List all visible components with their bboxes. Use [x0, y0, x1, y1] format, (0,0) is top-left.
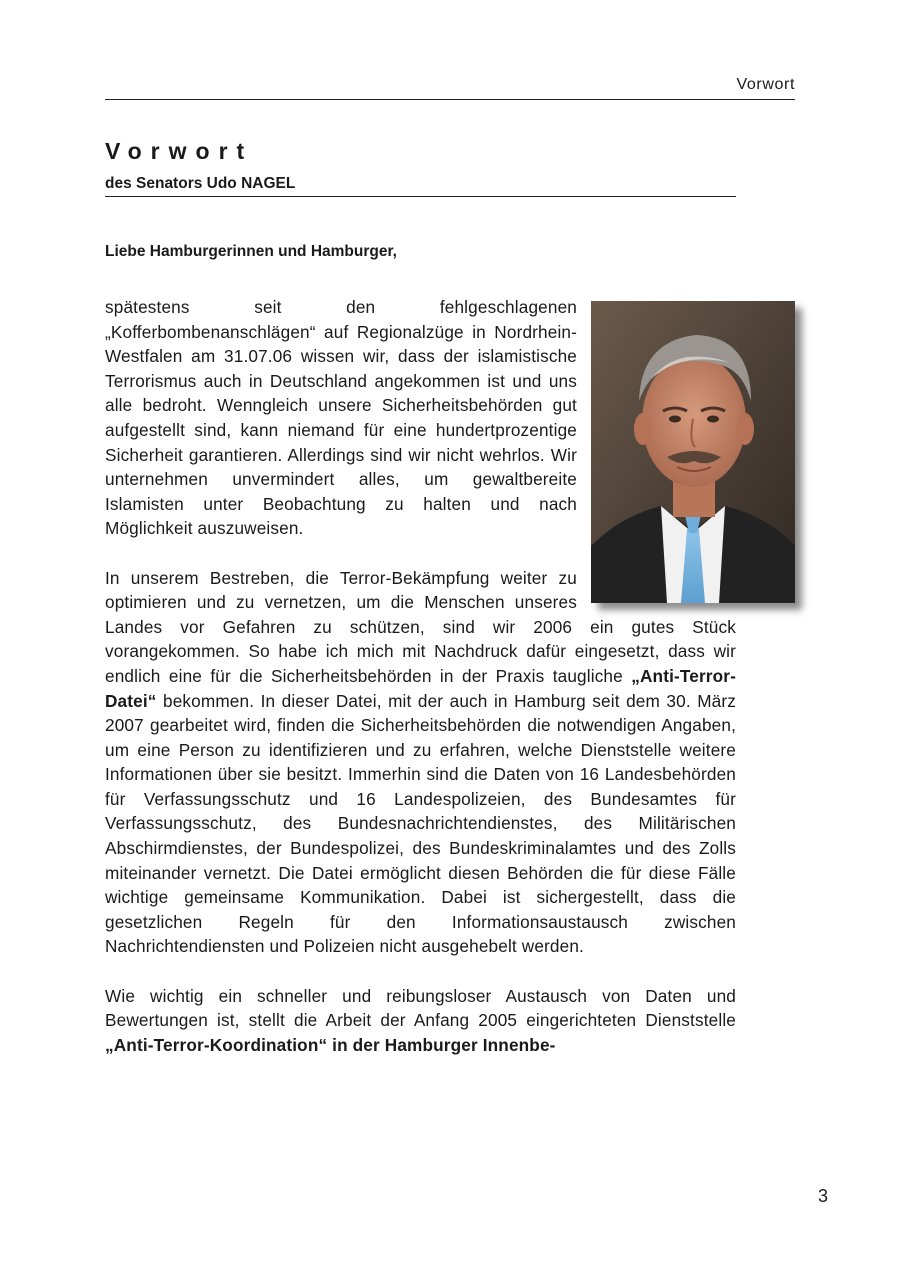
paragraph-3-text-a: Wie wichtig ein schneller und reibungsloser Austausch von Daten und Bewertungen ist, stellt die Arbeit der Anfang 2005 eingerichteten Dienststelle — [105, 985, 736, 1031]
paragraph-2-text-b: bekommen. In dieser Datei, mit der auch in Hamburg seit dem 30. März 2007 gearbeitet wird, finden die Sicherheitsbehörden die notwendigen Angaben, um eine Person zu identifizieren und zu erfahren, welche Dienststelle weitere Informationen über sie besitzt. Immerhin sind die Daten von 16 Landesbehörden für Verfassungsschutz und 16 Landespolizeien, des Bundesamtes für Verfassungsschutz, des Bundesnachrichtendienstes, des Militärischen Abschirmdienstes, der Bundespolizei, des Bundeskriminalamtes und des Zolls miteinander vernetzt. Die Datei ermöglicht diesen Behörden die für diese Fälle wichtige gemeinsame Kommunikation. Dabei ist sichergestellt, dass die gesetzlichen Regeln für den Informationsaustausch zwischen Nachrichtendiensten und Polizeien nicht ausgehebelt werden. — [105, 690, 736, 957]
running-header — [105, 76, 795, 100]
paragraph-3 — [105, 984, 736, 1058]
salutation: Liebe Hamburgerinnen und Hamburger, — [105, 243, 397, 260]
paragraph-2-text-a: In unserem Bestreben, die Terror-Bekämpfung weiter zu optimieren und zu vernetzen, um die Menschen unseres Landes vor Gefahren zu schützen, sind wir 2006 ein gutes Stück vorangekommen. So habe ich mich mit Nachdruck dafür eingesetzt, dass wir endlich eine für die Sicherheitsbehörden in der Praxis taugliche — [105, 567, 736, 686]
anti-terror-datei-term: „Anti-Terror-Datei“ — [105, 665, 736, 711]
paragraph-1 — [105, 295, 736, 541]
anti-terror-koordination-term: „Anti-Terror-Koordination“ in der Hamburger Innenbe- — [105, 1034, 556, 1055]
body-text — [105, 295, 736, 1082]
paragraph-2 — [105, 566, 736, 960]
running-header-title: Vorwort — [736, 76, 795, 93]
page-subtitle: des Senators Udo NAGEL — [105, 173, 736, 197]
title-block — [105, 137, 736, 197]
author-portrait — [591, 301, 795, 603]
page-number: 3 — [818, 1186, 829, 1206]
portrait-image — [591, 301, 795, 603]
paragraph-1-text: spätestens seit den fehlgeschlagenen „Kofferbombenanschlägen“ auf Regionalzüge in Nordrhein-Westfalen am 31.07.06 wissen wir, dass der islamistische Terrorismus auch in Deutschland angekommen ist und uns alle bedroht. Wenngleich unsere Sicherheitsbehörden gut aufgestellt sind, kann niemand für eine hundertprozentige Sicherheit garantieren. Allerdings sind wir nicht wehrlos. Wir unternehmen unvermindert alles, um gewaltbereite Islamisten unter Beobachtung zu halten und nach Möglichkeit auszuweisen. — [105, 297, 577, 539]
page-title: Vorwort — [105, 138, 254, 164]
